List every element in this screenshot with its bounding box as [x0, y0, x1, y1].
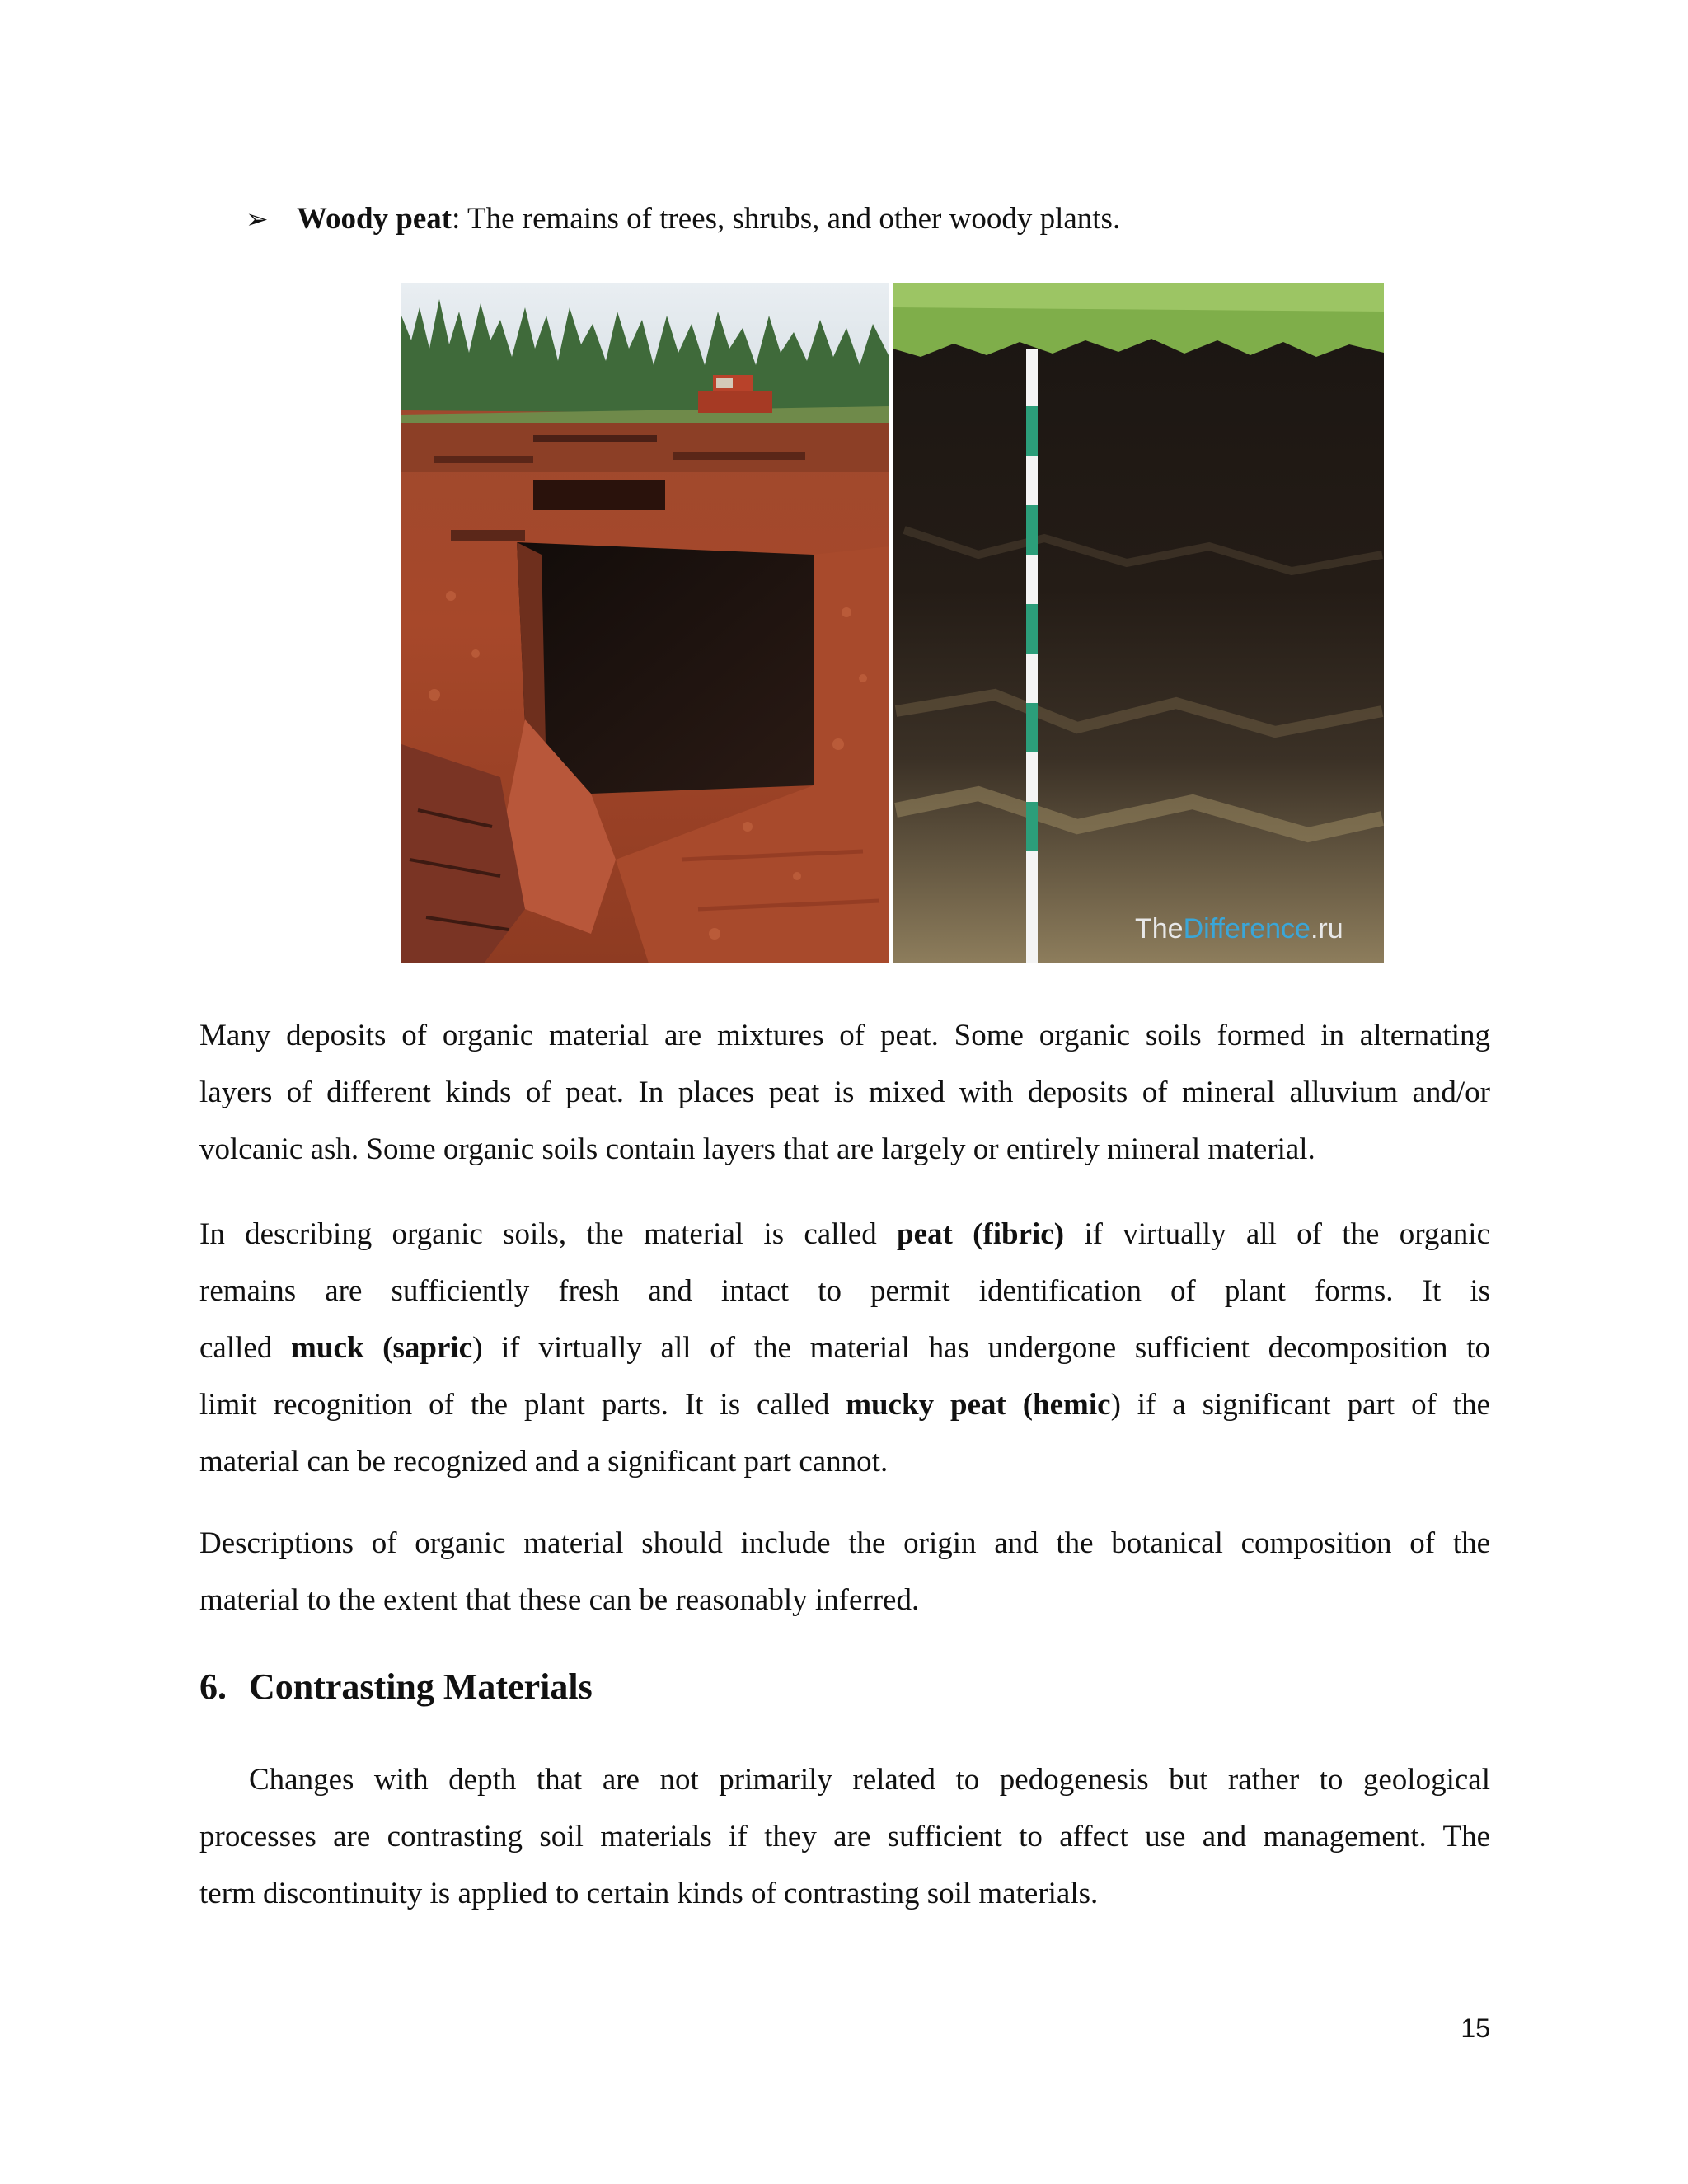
term-mucky-peat-hemic: mucky peat (hemic: [846, 1388, 1111, 1422]
text-line: layers of different kinds of peat. In places peat is mixed with deposits of mineral alluvium and/or: [199, 1076, 1490, 1109]
watermark-logo: TheDifference.ru: [1135, 913, 1343, 944]
text-line: term discontinuity is applied to certain kinds of contrasting soil materials.: [199, 1877, 1099, 1910]
peat-photo-figure: [401, 283, 1384, 963]
text-line: processes are contrasting soil materials if they are sufficient to affect use and management. The: [199, 1820, 1490, 1854]
bullet-text: : The remains of trees, shrubs, and other woody plants.: [452, 202, 1121, 236]
text-line: material to the extent that these can be reasonably inferred.: [199, 1583, 920, 1617]
text-line: Many deposits of organic material are mixtures of peat. Some organic soils formed in alternating: [199, 1019, 1490, 1052]
text-line: material can be recognized and a significant part cannot.: [199, 1445, 889, 1479]
section-heading-contrasting-materials: [199, 1658, 593, 1716]
peat-cutting-photo: [401, 283, 889, 963]
paragraph-contrasting-materials: [199, 1751, 1490, 1922]
text-line: called muck (sapric) if virtually all of the material has undergone sufficient decomposition to: [199, 1331, 1490, 1365]
page-number: 15: [1461, 2013, 1490, 2043]
text-line: remains are sufficiently fresh and intact to permit identification of plant forms. It is: [199, 1274, 1490, 1308]
section-number: 6.: [199, 1666, 227, 1707]
section-title: Contrasting Materials: [249, 1666, 593, 1707]
text-line: In describing organic soils, the material is called peat (fibric) if virtually all of the organic: [199, 1217, 1490, 1251]
paragraph-mixtures-of-peat: [199, 1007, 1490, 1178]
paragraph-peat-muck-definitions: [199, 1206, 1490, 1490]
text-line: limit recognition of the plant parts. It is called mucky peat (hemic) if a significant part of the: [199, 1388, 1490, 1422]
text-line: Changes with depth that are not primarily related to pedogenesis but rather to geological: [249, 1763, 1490, 1797]
term-peat-fibric: peat (fibric): [897, 1217, 1065, 1251]
text-line: volcanic ash. Some organic soils contain layers that are largely or entirely mineral material.: [199, 1132, 1315, 1166]
text-line: Descriptions of organic material should include the origin and the botanical composition of the: [199, 1526, 1490, 1560]
bullet-arrow-icon: ➢: [246, 203, 269, 235]
paragraph-descriptions: [199, 1515, 1490, 1629]
term-muck-sapric: muck (sapric: [291, 1331, 473, 1365]
bullet-woody-peat: [246, 198, 1120, 241]
bullet-term: Woody peat: [297, 202, 452, 236]
soil-profile-photo: [893, 283, 1384, 963]
